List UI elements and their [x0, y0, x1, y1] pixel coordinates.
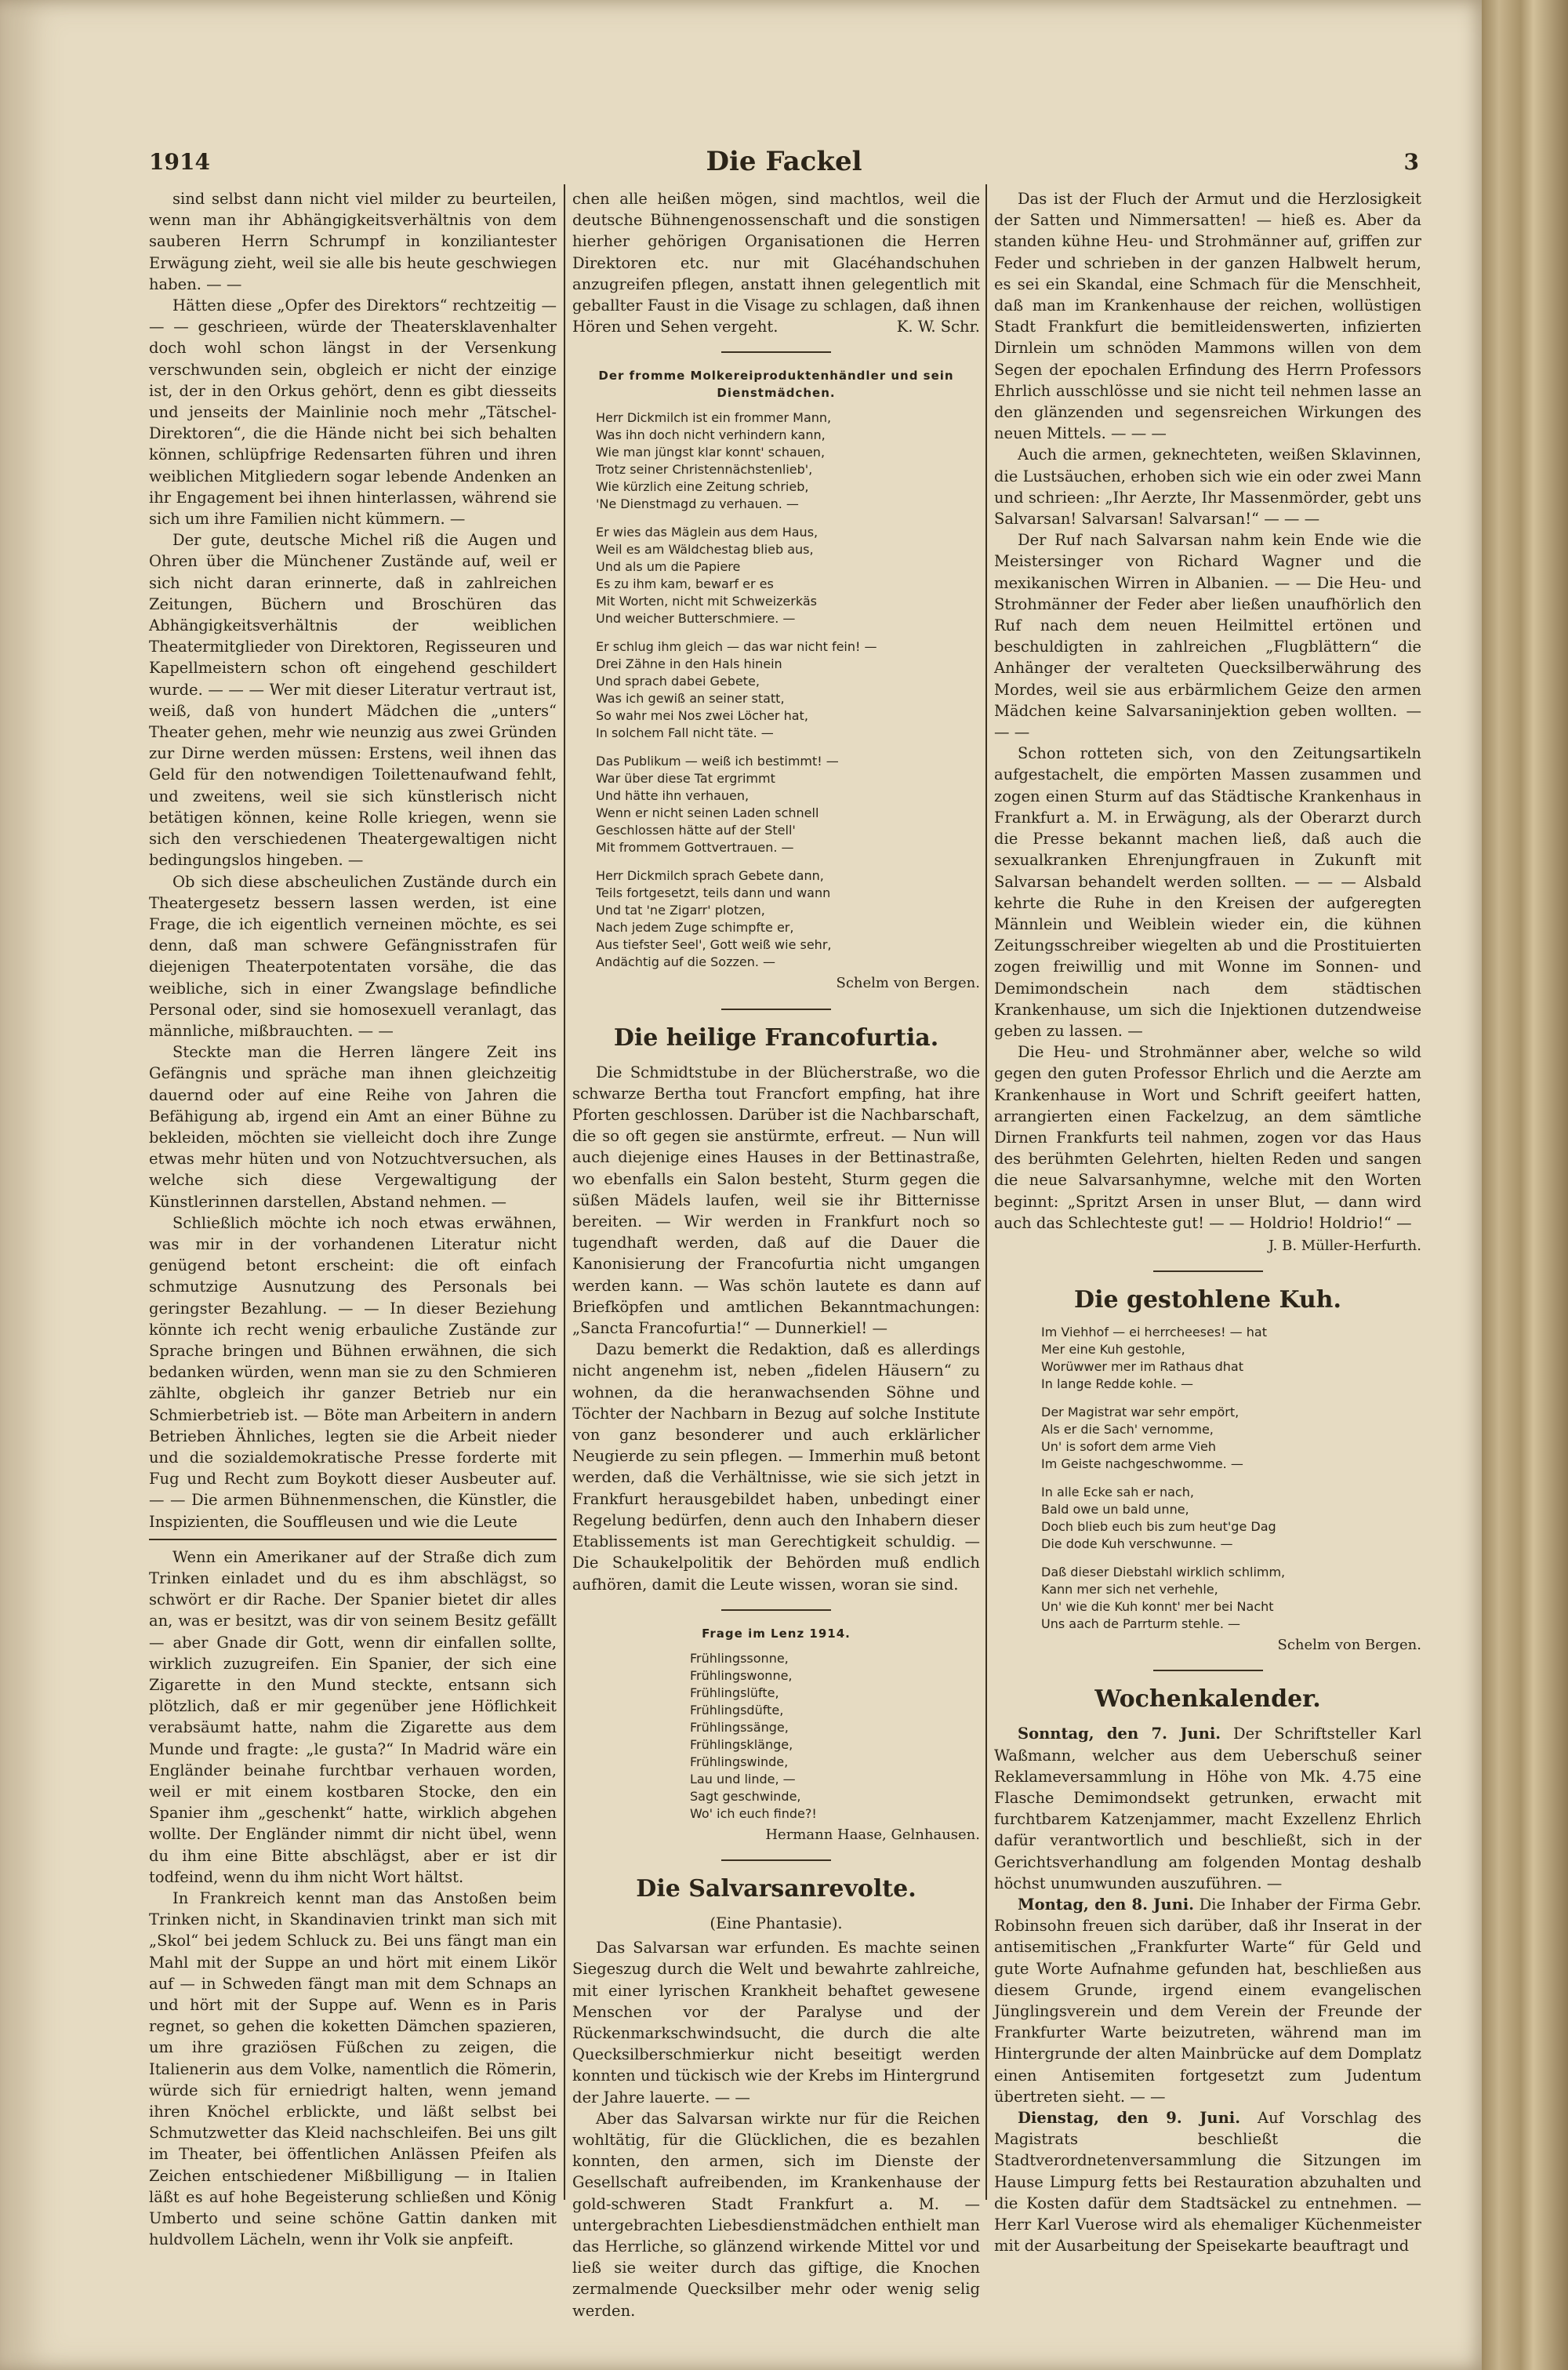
- paragraph: Auch die armen, geknechteten, weißen Sklavinnen, die Lustsäuchen, erhoben sich wie ein oder zwei Mann und schrieen: „Ihr Aerzte, Ihr Massenmörder, gebt uns Salvarsan! Salvarsan! Salvarsan!“ — — —: [994, 445, 1421, 529]
- article-subheading: (Eine Phantasie).: [710, 1914, 843, 1932]
- section-divider: [721, 351, 831, 353]
- calendar-entry: Montag, den 8. Juni. Die Inhaber der Firma Gebr. Robinsohn freuen sich darüber, daß ihr Inserat in der antisemitischen „Frankfurter Warte“ für Geld und gute Worte Aufnahme gefunden hat, beschließen aus diesem Grunde, irgend einem evangelischen Jünglingsverein und dem Verein der Freunde der Frankfurter Warte beizutreten, während man im Hintergrunde der alten Mainbrücke auf dem Domplatz einen Antisemiten fortgesetzt zum Judentum übertreten sieht. — —: [994, 1895, 1421, 2106]
- section-divider: [721, 1859, 831, 1861]
- paragraph: Die Heu- und Strohmänner aber, welche so wild gegen den guten Professor Ehrlich und die Aerzte am Krankenhause in Wort und Schrift geeifert hatten, arrangierten einen Fackelzug, an dem sämtliche Dirnen Frankfurts teil nahmen, zogen vor das Haus des berühmten Gelehrten, hielten Reden und sangen die neue Salvarsanhymne, welche mit den Worten beginnt: „Spritzt Arsen in unser Blut, — dann wird auch das Schlechteste gut! — — Holdrio! Holdrio!“ —: [994, 1043, 1421, 1232]
- paragraph: Der gute, deutsche Michel riß die Augen und Ohren über die Münchener Zustände auf, weil er sich nicht daran erinnerte, daß in zahlreichen Zeitungen, Büchern und Broschüren das Abhängigkeitsverhältnis der weiblichen Theatermitglieder von Direktoren, Regisseuren und Kapellmeistern schon oft eingehend geschildert wurde. — — — Wer mit dieser Literatur vertraut ist, weiß, daß von hundert Mädchen die „unters“ Theater gehen, mehr wie neunzig aus zwei Gründen zur Dirne werden müssen: Erstens, weil ihnen das Geld für den notwendigen Toilettenaufwand fehlt, und zweitens, weil sie sich künstlerisch nicht betätigen können, keine Rolle kriegen, wenn sie sich den verschiedenen Theatergewaltigen nicht bedingungslos hingeben. —: [149, 531, 557, 870]
- signature: J. B. Müller-Herfurth.: [1268, 1237, 1421, 1254]
- column-rule-2: [985, 184, 987, 2200]
- paragraph: Der Ruf nach Salvarsan nahm kein Ende wie die Meistersinger von Richard Wagner und die mexikanischen Wirren in Albanien. — — Die Heu- und Strohmänner der Feder aber ließen unaufhörlich den Ruf nach dem neuen Heilmittel ertönen und beschuldigten in zahlreichen „Flugblättern“ die Anhänger der veralteten Quecksilberwährung des Mordes, weil sie aus erbärmlichem Geize den armen Mädchen keine Salvarsaninjektion geben wollten. — — —: [994, 531, 1421, 742]
- column-rule-1: [564, 184, 565, 2200]
- signature: K. W. Schr.: [896, 318, 980, 336]
- paragraph: Das Salvarsan war erfunden. Es machte seinen Siegeszug durch die Welt und bewahrte zahlreiche, mit einer lyrischen Krankheit behaftet gewesene Menschen vor der Paralyse und der Rückenmarkschwindsucht, die durch die alte Quecksilberschmierkur nicht beseitigt werden konnten und tückisch wie der Krebs im Hintergrund der Jahre lauerte. — —: [572, 1939, 980, 2106]
- paragraph: Ob sich diese abscheulichen Zustände durch ein Theatergesetz bessern lassen werden, ist eine Frage, die ich eigentlich verneinen möchte, es sei denn, daß man schwere Gefängnisstrafen für diejenigen Theaterpotentaten vorsähe, die das weibliche, sich in einer Zwangslage befindliche Personal oder, sind sie homosexuell veranlagt, das männliche, mißbrauchten. — —: [149, 872, 557, 1040]
- poem-title: Frage im Lenz 1914.: [702, 1626, 851, 1641]
- page-header: [149, 146, 1419, 180]
- paragraph: Schließlich möchte ich noch etwas erwähnen, was mir in der vorhandenen Literatur nicht genügend betont erscheint: die oft einfach schmutzige Ausnutzung des Personals bei geringster Bezahlung. — — In dieser Beziehung könnte ich recht wenig erbauliche Zustände zur Sprache bringen und Bühnen erwähnen, die sich bedanken würden, wenn man sie zu den Schmieren zählte, obgleich ihr ganzer Betrieb nur ein Schmierbetrieb ist. — Böte man Arbeitern in andern Betrieben Ähnliches, legten sie die Arbeit nieder und die sozialdemokratische Presse forderte mit Fug und Recht zum Boykott dieser Ausbeuter auf. — — Die armen Bühnenmenschen, die Künstler, die Inspizienten, die Souffleusen und wie die Leute: [149, 1213, 557, 1531]
- section-divider: [721, 1609, 831, 1611]
- paragraph: Das ist der Fluch der Armut und die Herzlosigkeit der Satten und Nimmersatten! — hieß es. Aber da standen kühne Heu- und Strohmänner auf, griffen zur Feder und schrieben in der ganzen Halbwelt herum, es sei ein Skandal, eine Schmach für die Menschheit, daß man im Krankenhause der reichen, wollüstigen Stadt Frankfurt die bemitleidenswerten, infizierten Dirnlein um schnöden Mammons willen von dem Segen der epochalen Erfindung des Herrn Professors Ehrlich ausschlösse und sie nicht teil nehmen lasse an den glänzenden und segensreichen Wirkungen des neuen Mittels. — — —: [994, 190, 1421, 443]
- column-1: [149, 188, 557, 2251]
- column-3: [994, 188, 1421, 2256]
- paragraph: Steckte man die Herren längere Zeit ins Gefängnis und spräche man ihnen gleichzeitig dauernd oder auf eine Reihe von Jahren die Befähigung ab, irgend ein Amt an einer Bühne zu bekleiden, möchten sie vielleicht doch ihre Zunge etwas mehr hüten und von Notzuchtversuchen, als welche sich diese Vergewaltigung der Künstlerinnen darstellen, Abstand nehmen. —: [149, 1043, 557, 1211]
- signature: Schelm von Bergen.: [1277, 1637, 1421, 1654]
- masthead-title: Die Fackel: [706, 146, 862, 177]
- calendar-entry: Sonntag, den 7. Juni. Der Schriftsteller Karl Waßmann, welcher aus dem Ueberschuß seiner Reklameversammlung in Höhe von Mk. 4.75 eine Flasche Demimondsekt getrunken, erwacht mit furchtbarem Katzenjammer, macht Exzellenz Ehrlich dafür verantwortlich und beschließt, sich in der Gerichtsverhandlung am folgenden Montag deshalb höchst unumwunden auszuführen. —: [994, 1725, 1421, 1892]
- article-heading: Wochenkalender.: [1094, 1685, 1321, 1714]
- section-divider: [1153, 1270, 1263, 1272]
- book-binding: [1482, 0, 1568, 2370]
- paragraph: Aber das Salvarsan wirkte nur für die Reichen wohltätig, für die Glücklichen, die es bezahlen konnten, den armen, sich im Dienste der Gesellschaft aufreibenden, im Krankenhause der gold-schweren Stadt Frankfurt a. M. — untergebrachten Liebesdienstmädchen enthielt man das Herrliche, so glänzend wirkende Mittel vor und ließ sie weiter durch das giftige, die Knochen zermalmende Quecksilber mehr oder wenig selig werden.: [572, 2109, 980, 2320]
- paragraph: sind selbst dann nicht viel milder zu beurteilen, wenn man ihr Abhängigkeitsverhältnis von dem sauberen Herrn Schrumpf in konziliantester Erwägung zieht, weil sie alle bis heute geschwiegen haben. — —: [149, 190, 557, 293]
- signature: Schelm von Bergen.: [836, 975, 980, 992]
- paragraph: chen alle heißen mögen, sind machtlos, weil die deutsche Bühnengenossenschaft und die sonstigen hierher gehörigen Organisationen die Herren Direktoren etc. nur mit Glacéhandschuhen anzugreifen pflegen, anstatt ihnen gelegentlich mit geballter Faust in die Visage zu schlagen, daß ihnen Hören und Sehen vergeht. K. W. Schr.: [572, 188, 980, 337]
- poem-title: Der fromme Molkereiproduktenhändler und sein Dienstmädchen.: [598, 369, 954, 401]
- signature: Hermann Haase, Gelnhausen.: [765, 1826, 980, 1843]
- paragraph: Die Schmidtstube in der Blücherstraße, wo die schwarze Bertha tout Francfort empfing, hat ihre Pforten geschlossen. Darüber ist die Nachbarschaft, die so oft gegen sie anstürmte, erfreut. — Nun will auch diejenige eines Hauses in der Bettinastraße, wo ebenfalls ein Salon besteht, Sturm gegen die süßen Mädels laufen, weil sie ihr Bitternisse bereiten. — Wir werden in Frankfurt noch so tugendhaft werden, daß auf die Dauer die Kanonisierung der Francofurtia nicht umgangen werden kann. — Was schön lautete es dann auf Briefköpfen und amtlichen Bekanntmachungen: „Sancta Francofurtia!“ — Dunnerkiel! —: [572, 1063, 980, 1338]
- header-year: 1914: [149, 149, 210, 175]
- article-heading: Die Salvarsanrevolte.: [636, 1874, 916, 1903]
- calendar-entry: Dienstag, den 9. Juni. Auf Vorschlag des Magistrats beschließt die Stadtverordnetenversammlung die Sitzungen im Hause Limpurg fetts bei Restauration abzuhalten und die Kosten dafür dem Stadtsäckel zu entnehmen. — Herr Karl Vuerose wird als ehemaliger Küchenmeister mit der Ausarbeitung der Speisekarte beauftragt und: [994, 2109, 1422, 2255]
- poem: Frühlingssonne, Frühlingswonne, Frühlingslüfte, Frühlingsdüfte, Frühlingssänge, Frühlingsklänge, Frühlingswinde, Lau und linde, — Sagt geschwinde, Wo' ich euch finde?!: [690, 1650, 817, 1821]
- paragraph: Dazu bemerkt die Redaktion, daß es allerdings nicht angenehm ist, neben „fidelen Häusern“ zu wohnen, da die heranwachsenden Söhne und Töchter der Nachbarn in Bezug auf solche Institute von ganz besonderer und auch erklärlicher Neugierde zu sein pflegen. — Immerhin muß betont werden, daß die Verhältnisse, wie sie sich jetzt in Frankfurt herausgebildet haben, unbedingt einer Regelung bedürfen, denn auch den Inhabern dieser Etablissements ist man Gerechtigkeit schuldig. — Die Schaukelpolitik der Behörden muß endlich aufhören, damit die Leute wissen, woran sie sind.: [572, 1340, 980, 1594]
- paragraph: Hätten diese „Opfer des Direktors“ rechtzeitig — — — geschrieen, würde der Theatersklavenhalter doch wohl schon längst in der Versenkung verschwunden sein, obgleich er nicht der einzige ist, der in den Orkus gehört, denn es gibt diesseits und jenseits der Mainlinie noch mehr „Tätschel-Direktoren“, die die Hände nicht bei sich behalten können, schlüpfrige Redensarten führen und ihren weiblichen Mitgliedern sogar lebende Andenken an ihr Engagement bei ihnen hinterlassen, während sie sich um ihre Familien nicht kümmern. —: [149, 296, 557, 529]
- paragraph: Schon rotteten sich, von den Zeitungsartikeln aufgestachelt, die empörten Massen zusammen und zogen einen Sturm auf das Städtische Krankenhaus in Frankfurt a. M. in Erwägung, als der Oberarzt durch die Presse bekannt machen ließ, daß auch die sexualkranken Ehrenjungfrauen in Zukunft mit Salvarsan behandelt werden sollten. — — — Alsbald kehrte die Ruhe in den Kreisen der aufgeregten Männlein und Weiblein wieder ein, die kühnen Zeitungsschreiber wiegelten ab und die Prostituierten zogen freiwillig und mit Wonne im Sonnen- und Demimondschein nach dem städtischen Krankenhause, um sich die Injektionen dutzendweise geben zu lassen. —: [994, 744, 1421, 1040]
- section-divider: [149, 1539, 557, 1540]
- section-divider: [1153, 1670, 1263, 1671]
- section-divider: [721, 1009, 831, 1010]
- paragraph: Wenn ein Amerikaner auf der Straße dich zum Trinken einladet und du es ihm abschlägst, so schwört er dir Rache. Der Spanier bietet dir alles an, was er besitzt, was dir von seinem Besitz gefällt — aber Gnade dir Gott, wenn dir einfallen sollte, wirklich zuzugreifen. Ein Spanier, der sich eine Zigarette in den Mund steckte, entsann sich plötzlich, daß er mir gegenüber jene Höflichkeit verabsäumt hatte, nahm die Zigarette aus dem Munde und fragte: „le gusta?“ In Madrid wäre ein Engländer beinahe furchtbar verhauen worden, weil er mit einem kostbaren Stocke, den ein Spanier ihm „geschenkt“ hatte, wirklich abgehen wollte. Der Engländer nimmt dir nicht übel, wenn du ihm eine Bitte abschlägst, aber er ist dir todfeind, wenn du ihm nicht Wort hältst.: [149, 1547, 557, 1886]
- page-number: 3: [1403, 149, 1419, 175]
- column-2: [572, 188, 980, 2321]
- paragraph: In Frankreich kennt man das Anstoßen beim Trinken nicht, in Skandinavien trinkt man sich mit „Skol“ bei jedem Schluck zu. Bei uns fängt man ein Mahl mit der Suppe an und hört mit einem Likör auf — in Schweden fängt man mit dem Schnaps an und hört mit der Suppe auf. Wenn es in Paris regnet, so gehen die koketten Dämchen spazieren, um ihre graziösen Füßchen zu zeigen, die Italienerin aus dem Volke, namentlich die Römerin, würde sich für erniedrigt halten, wenn jemand ihren Knöchel erblickte, und läßt selbst bei Schmutzwetter das Kleid nachschleifen. Bei uns gilt im Theater, bei öffentlichen Anlässen Pfeifen als Zeichen entschiedener Mißbilligung — in Italien läßt es auf hohe Begeisterung schließen und König Umberto und seine schöne Gattin danken mit huldvollem Lächeln, wenn ihr Volk sie anpfeift.: [149, 1889, 557, 2249]
- article-heading: Die gestohlene Kuh.: [1074, 1286, 1341, 1314]
- article-heading: Die heilige Francofurtia.: [613, 1023, 939, 1052]
- poem: Im Viehhof — ei herrcheeses! — hat Mer eine Kuh gestohle, Worüwwer mer im Rathaus dhat In lange Redde kohle. — Der Magistrat war sehr empört, Als er die Sach' vernomme, Un' is sofort dem arme Vieh Im Geiste nachgeschwomme. — In alle Ecke sah er nach, Bald owe un bald unne, Doch blieb euch bis zum heut'ge Dag Die dode Kuh verschwunne. — Daß dieser Diebstahl wirklich schlimm, Kann mer sich net verhehle, Un' wie die Kuh konnt' mer bei Nacht Uns aach de Parrturm stehle. —: [1041, 1325, 1286, 1632]
- poem: Herr Dickmilch ist ein frommer Mann, Was ihn doch nicht verhindern kann, Wie man jüngst klar konnt' schauen, Trotz seiner Christennächstenlieb', Wie kürzlich eine Zeitung schrieb, 'Ne Dienstmagd zu verhauen. — Er wies das Mäglein aus dem Haus, Weil es am Wäldchestag blieb aus, Und als um die Papiere Es zu ihm kam, bewarf er es Mit Worten, nicht mit Schweizerkäs Und weicher Butterschmiere. — Er schlug ihm gleich — das war nicht fein! — Drei Zähne in den Hals hinein Und sprach dabei Gebete, Was ich gewiß an seiner statt, So wahr mei Nos zwei Löcher hat, In solchem Fall nicht täte. — Das Publikum — weiß ich bestimmt! — War über diese Tat ergrimmt Und hätte ihn verhauen, Wenn er nicht seinen Laden schnell Geschlossen hätte auf der Stell' Mit frommem Gottvertrauen. — Herr Dickmilch sprach Gebete dann, Teils fortgesetzt, teils dann und wann Und tat 'ne Zigarr' plotzen, Nach jedem Zuge schimpfte er, Aus tiefster Seel', Gott weiß wie sehr, Andächtig auf die Sozzen. —: [596, 410, 877, 970]
